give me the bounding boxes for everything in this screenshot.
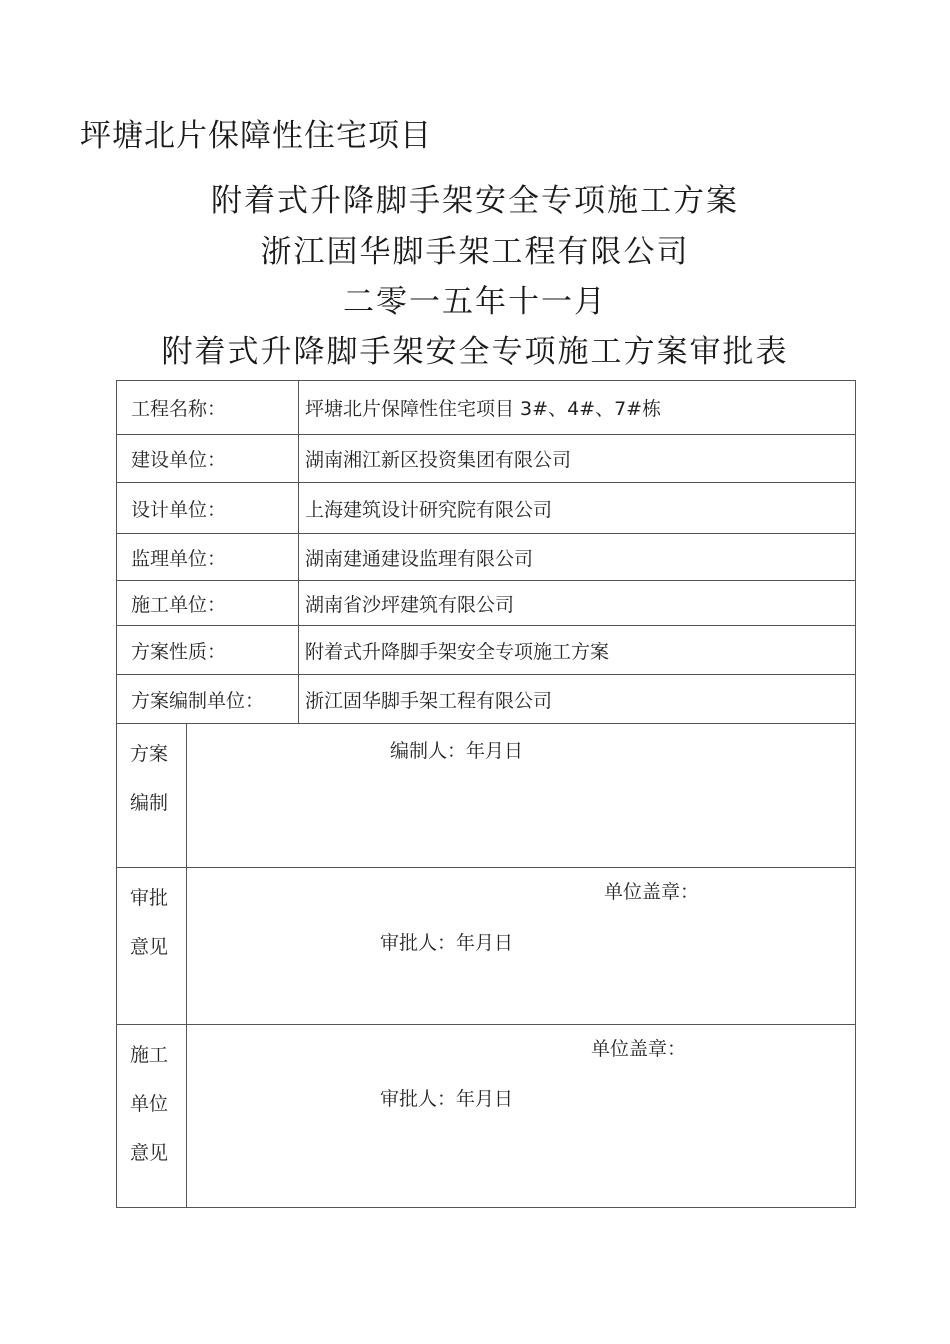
row-value-plan-author-unit: 浙江固华脚手架工程有限公司 <box>299 675 856 724</box>
approval-table-title: 附着式升降脚手架安全专项施工方案审批表 <box>161 334 789 370</box>
construction-label-line-3: 意见 <box>130 1142 169 1164</box>
table-row <box>117 534 856 581</box>
approval-label-line-2: 意见 <box>130 936 169 958</box>
approval-label-line-1: 审批 <box>130 887 169 909</box>
table-row <box>117 581 856 626</box>
approval-signer: 审批人：年月日 <box>380 932 514 954</box>
approval-seal: 单位盖章： <box>604 881 700 903</box>
table-row <box>117 483 856 534</box>
table-row <box>117 381 856 435</box>
construction-label-line-1: 施工 <box>130 1044 169 1066</box>
compile-signer: 编制人：年月日 <box>390 740 524 762</box>
company-name: 浙江固华脚手架工程有限公司 <box>260 234 690 270</box>
row-value-owner: 湖南湘江新区投资集团有限公司 <box>299 435 856 483</box>
compile-label-line-1: 方案 <box>130 743 169 765</box>
construction-label <box>117 1025 187 1208</box>
construction-signer: 审批人：年月日 <box>380 1088 514 1110</box>
row-label-plan-author-unit: 方案编制单位： <box>117 675 299 724</box>
project-name-heading: 坪塘北片保障性住宅项目 <box>80 118 432 154</box>
compile-content <box>187 724 856 868</box>
compile-label <box>117 724 187 868</box>
table-row <box>117 675 856 724</box>
compile-section <box>117 724 856 868</box>
approval-table <box>116 380 856 1208</box>
document-date: 二零一五年十一月 <box>343 284 607 320</box>
construction-section <box>117 1025 856 1208</box>
row-label-plan-type: 方案性质： <box>117 626 299 675</box>
construction-seal: 单位盖章： <box>591 1038 687 1060</box>
document-title: 附着式升降脚手架安全专项施工方案 <box>211 183 739 219</box>
row-value-designer: 上海建筑设计研究院有限公司 <box>299 483 856 534</box>
table-row <box>117 435 856 483</box>
row-label-supervisor: 监理单位： <box>117 534 299 581</box>
row-value-project: 坪塘北片保障性住宅项目 3#、4#、7#栋 <box>299 381 856 435</box>
row-label-owner: 建设单位： <box>117 435 299 483</box>
row-value-contractor: 湖南省沙坪建筑有限公司 <box>299 581 856 626</box>
row-value-plan-type: 附着式升降脚手架安全专项施工方案 <box>299 626 856 675</box>
approval-label <box>117 868 187 1025</box>
construction-content <box>187 1025 856 1208</box>
row-label-designer: 设计单位： <box>117 483 299 534</box>
approval-section <box>117 868 856 1025</box>
table-row <box>117 626 856 675</box>
construction-label-line-2: 单位 <box>130 1093 169 1115</box>
row-value-supervisor: 湖南建通建设监理有限公司 <box>299 534 856 581</box>
row-label-contractor: 施工单位： <box>117 581 299 626</box>
compile-label-line-2: 编制 <box>130 792 169 814</box>
row-label-project: 工程名称： <box>117 381 299 435</box>
approval-content <box>187 868 856 1025</box>
